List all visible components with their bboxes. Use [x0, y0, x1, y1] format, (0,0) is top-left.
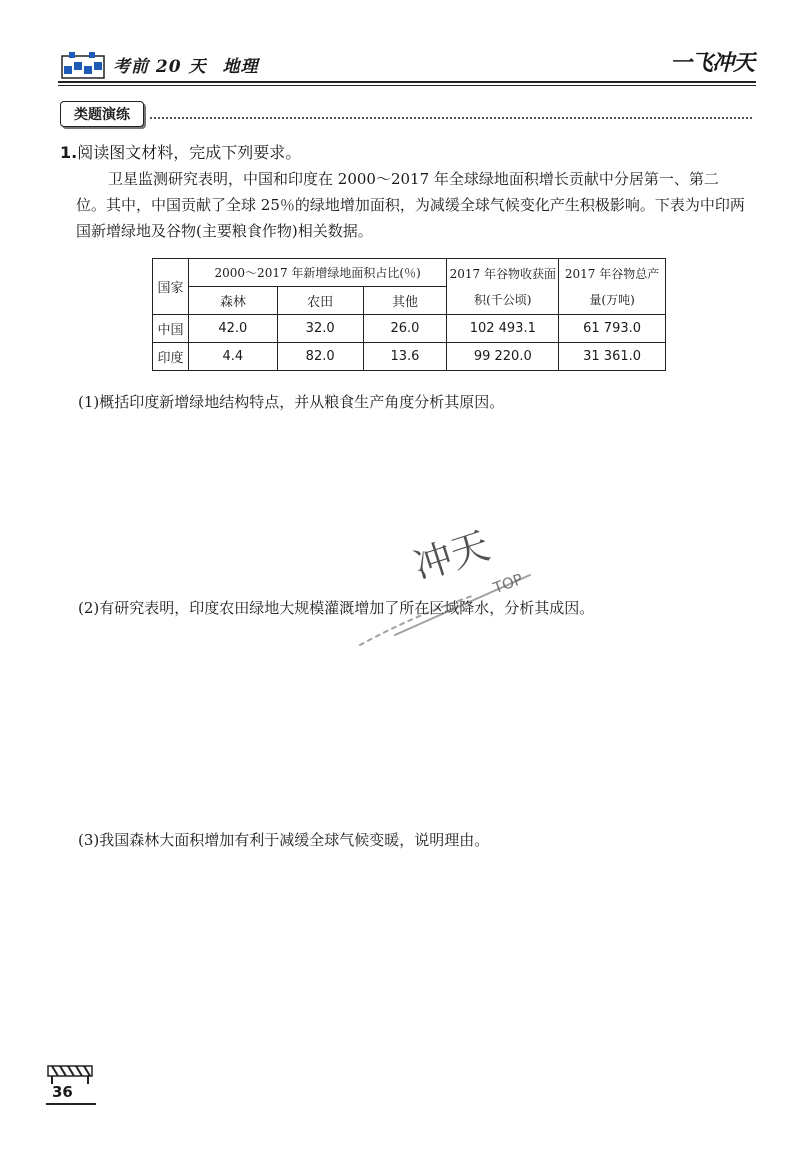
data-table	[152, 258, 666, 371]
question-paragraph: 卫星监测研究表明，中国和印度在 2000～2017 年全球绿地面积增长贡献中分居第一、第二位。其中，中国贡献了全球 25％的绿地增加面积，为减缓全球气候变化产生积极影响。下表为中印两国新增绿地及谷物(主要粮食作物)相关数据。	[76, 170, 745, 240]
header-rule	[58, 81, 756, 83]
cell-area: 102 493.1	[447, 315, 559, 343]
header-other: 其他	[363, 287, 447, 315]
header-rule-thin	[58, 85, 756, 86]
cell-other: 13.6	[363, 343, 447, 371]
table-row	[153, 343, 666, 371]
stamp-chars: 冲天	[408, 523, 495, 589]
header-subject: 地理	[222, 57, 259, 77]
cell-output: 31 361.0	[559, 343, 666, 371]
cell-output: 61 793.0	[559, 315, 666, 343]
cell-forest: 42.0	[188, 315, 277, 343]
header-forest: 森林	[188, 287, 277, 315]
cell-other: 26.0	[363, 315, 447, 343]
cell-country: 印度	[153, 343, 189, 371]
page-number-rule	[46, 1103, 96, 1105]
subquestion-3: (3)我国森林大面积增加有利于减缓全球气候变暖，说明理由。	[78, 831, 490, 849]
subquestion-2: (2)有研究表明，印度农田绿地大规模灌溉增加了所在区域降水，分析其成因。	[78, 599, 595, 617]
question-number: 1.	[60, 143, 78, 162]
table-row	[153, 315, 666, 343]
header-grain-output: 2017 年谷物总产量(万吨)	[559, 259, 666, 315]
header-greenland-share: 2000～2017 年新增绿地面积占比(％)	[188, 259, 446, 287]
brand-logo: 一飞冲天	[669, 51, 754, 76]
watermark-stamp	[355, 520, 555, 660]
subquestion-1: (1)概括印度新增绿地结构特点，并从粮食生产角度分析其原因。	[78, 393, 505, 411]
cell-area: 99 220.0	[447, 343, 559, 371]
cell-forest: 4.4	[188, 343, 277, 371]
section-dotted-rule	[150, 117, 752, 119]
book-logo-icon	[60, 50, 106, 80]
table-header-row	[153, 259, 666, 287]
header-farmland: 农田	[277, 287, 363, 315]
cell-farmland: 32.0	[277, 315, 363, 343]
section-badge: 类题演练	[60, 101, 144, 127]
stamp-latin: TOP	[490, 569, 526, 598]
cell-country: 中国	[153, 315, 189, 343]
question-title	[60, 140, 301, 163]
header-title	[113, 52, 259, 77]
header-country: 国家	[153, 259, 189, 315]
question-prompt: 阅读图文材料，完成下列要求。	[77, 143, 302, 162]
cell-farmland: 82.0	[277, 343, 363, 371]
page-number: 36	[52, 1083, 73, 1101]
header-harvest-area: 2017 年谷物收获面积(千公顷)	[447, 259, 559, 315]
header-title-text: 考前 20 天	[113, 57, 207, 77]
page-number-banner-icon	[46, 1062, 94, 1084]
